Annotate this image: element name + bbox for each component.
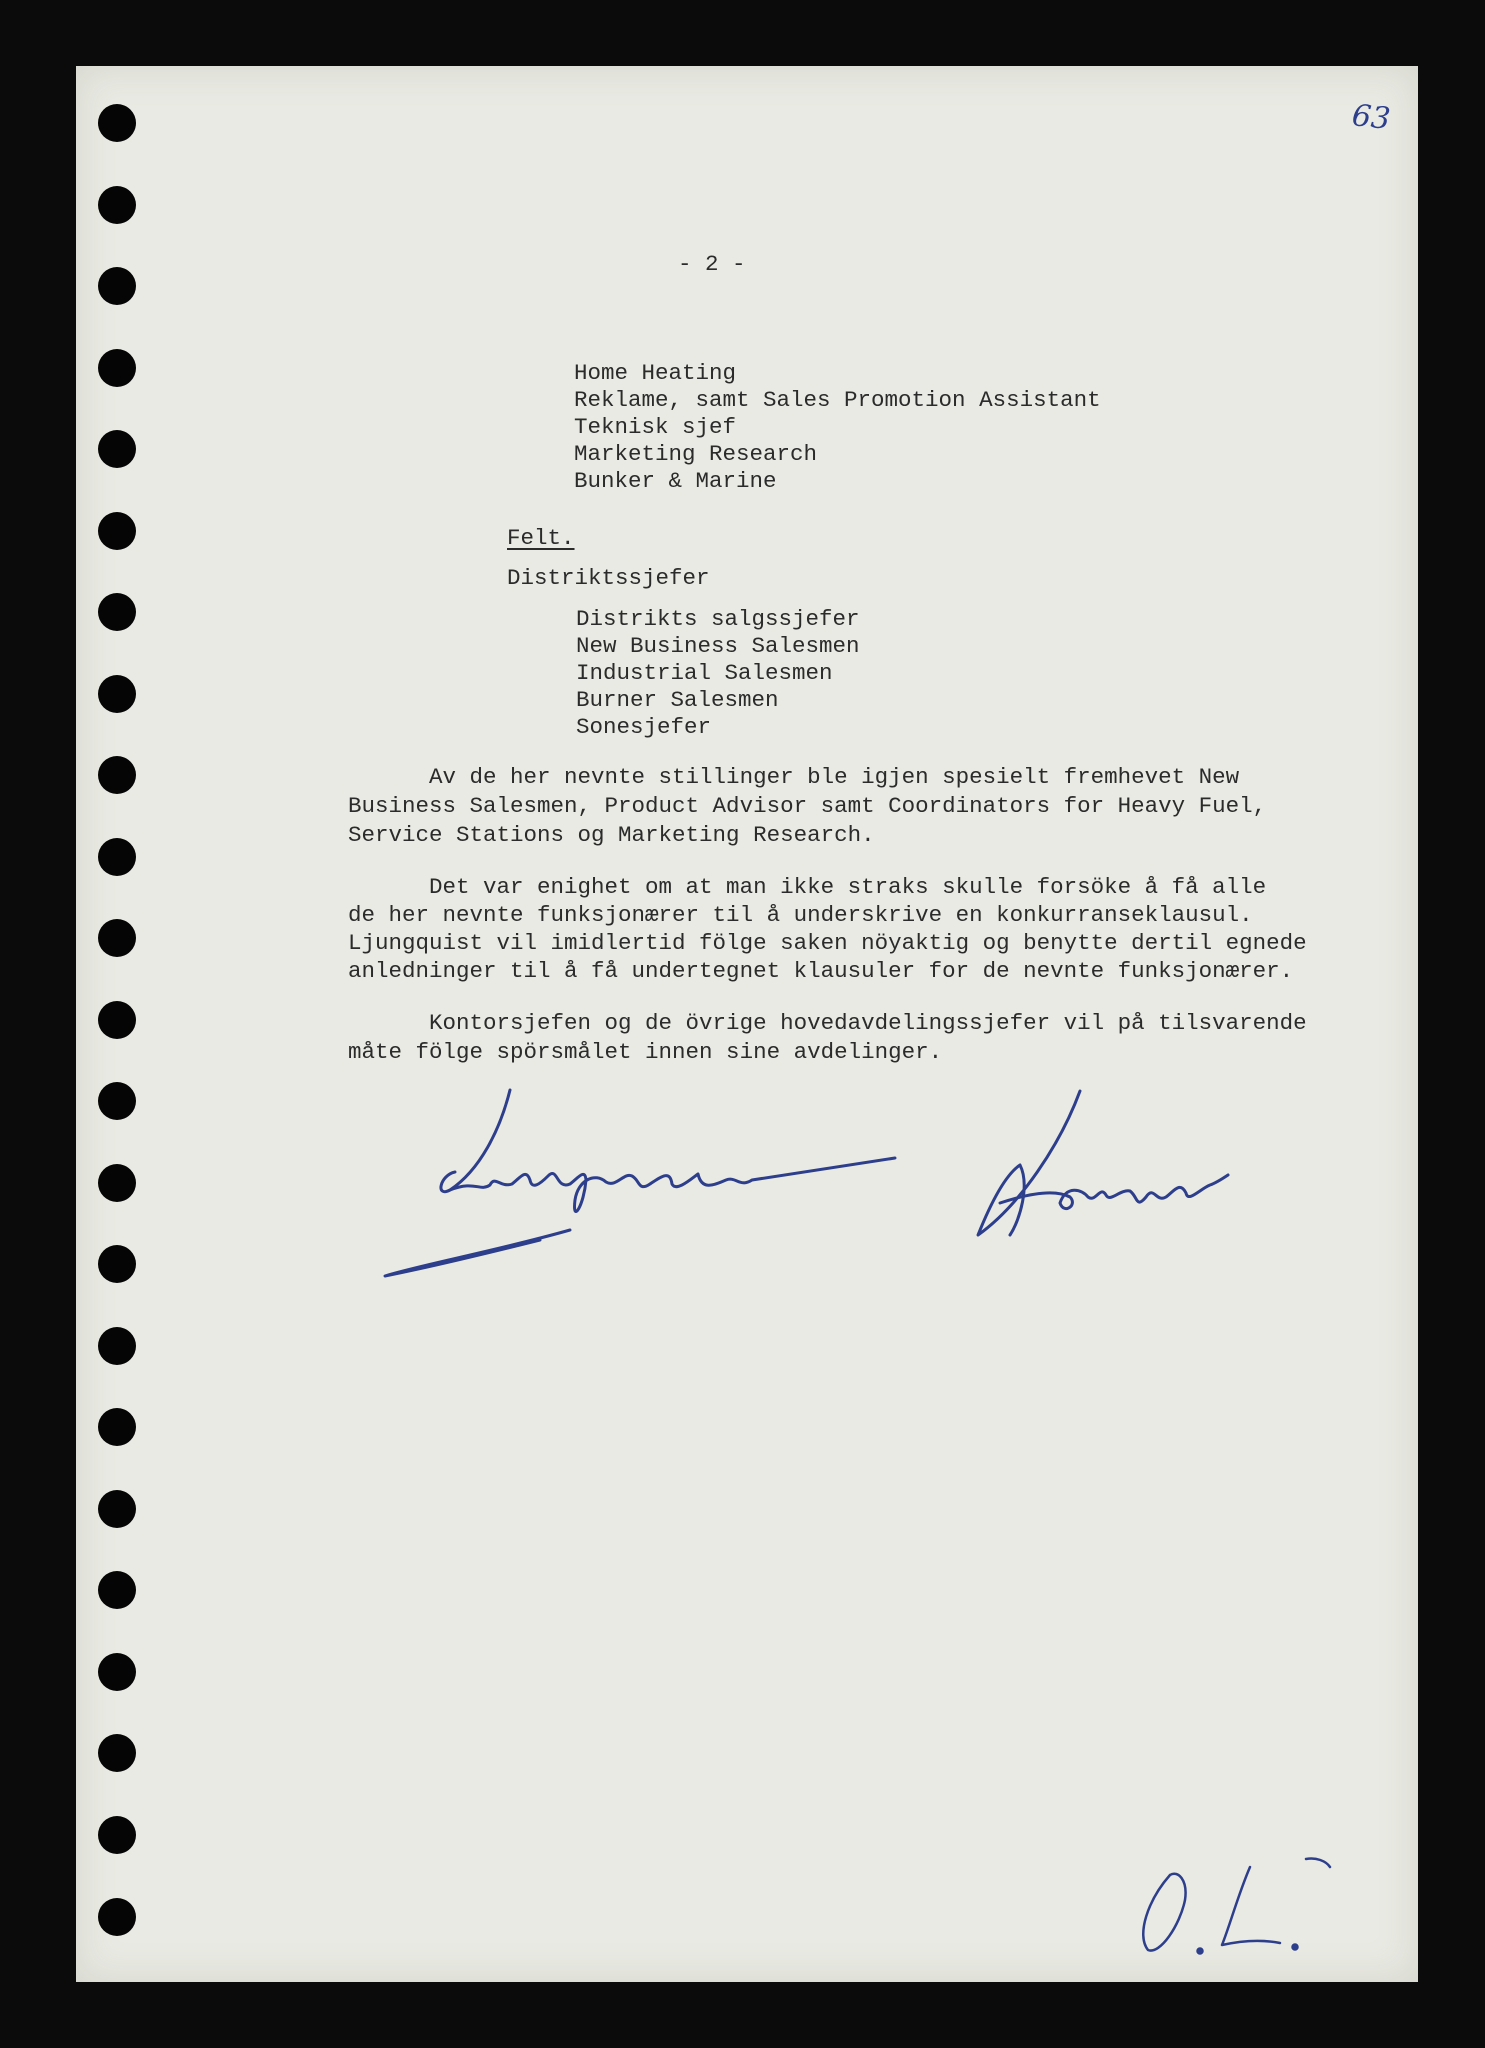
punch-hole xyxy=(98,430,136,468)
punch-hole xyxy=(98,593,136,631)
punch-hole xyxy=(98,186,136,224)
punch-hole xyxy=(98,1734,136,1772)
list-item: Burner Salesmen xyxy=(576,687,779,713)
punch-hole xyxy=(98,512,136,550)
punch-hole xyxy=(98,838,136,876)
list-item: New Business Salesmen xyxy=(576,633,860,659)
punch-hole xyxy=(98,1408,136,1446)
punch-hole xyxy=(98,267,136,305)
handwritten-page-number: 63 xyxy=(1350,98,1392,137)
punch-hole xyxy=(98,1327,136,1365)
signature-left xyxy=(380,1080,900,1280)
list-item: Industrial Salesmen xyxy=(576,660,833,686)
paragraph-line: måte fölge spörsmålet innen sine avdelinger. xyxy=(348,1039,943,1065)
paragraph-line: Service Stations og Marketing Research. xyxy=(348,822,875,848)
signature-right xyxy=(960,1085,1280,1255)
punch-hole xyxy=(98,919,136,957)
punch-hole xyxy=(98,1816,136,1854)
punch-hole xyxy=(98,1490,136,1528)
list-item: Bunker & Marine xyxy=(574,468,777,494)
list-item: Marketing Research xyxy=(574,441,818,467)
paragraph-line: Kontorsjefen og de övrige hovedavdelingssjefer vil på tilsvarende xyxy=(348,1010,1307,1036)
punch-hole xyxy=(98,1164,136,1202)
section-heading-felt: Felt. xyxy=(507,525,575,551)
punch-hole xyxy=(98,1082,136,1120)
punch-hole xyxy=(98,349,136,387)
paragraph-line: Det var enighet om at man ikke straks skulle forsöke å få alle xyxy=(348,874,1267,900)
list-item: Reklame, samt Sales Promotion Assistant xyxy=(574,387,1101,413)
punch-hole xyxy=(98,675,136,713)
paragraph-line: Av de her nevnte stillinger ble igjen spesielt fremhevet New xyxy=(348,764,1240,790)
punch-hole xyxy=(98,1898,136,1936)
list-item: Teknisk sjef xyxy=(574,414,737,440)
punch-hole xyxy=(98,1653,136,1691)
list-item: Home Heating xyxy=(574,360,737,386)
punch-hole xyxy=(98,756,136,794)
paragraph-line: de her nevnte funksjonærer til å underskrive en konkurranseklausul. xyxy=(348,902,1253,928)
punch-hole xyxy=(98,1001,136,1039)
section-subheading: Distriktssjefer xyxy=(507,565,710,591)
punch-hole xyxy=(98,1245,136,1283)
list-item: Sonesjefer xyxy=(576,714,712,740)
list-item: Distrikts salgssjefer xyxy=(576,606,860,632)
paragraph-line: Business Salesmen, Product Advisor samt Coordinators for Heavy Fuel, xyxy=(348,793,1267,819)
punch-hole xyxy=(98,1571,136,1609)
punch-hole xyxy=(98,104,136,142)
paragraph-line: Ljungquist vil imidlertid fölge saken nöyaktig og benytte dertil egnede xyxy=(348,930,1307,956)
initials-mark xyxy=(1130,1855,1350,1970)
page-header: - 2 - xyxy=(678,251,746,277)
paragraph-line: anledninger til å få undertegnet klausuler for de nevnte funksjonærer. xyxy=(348,958,1294,984)
